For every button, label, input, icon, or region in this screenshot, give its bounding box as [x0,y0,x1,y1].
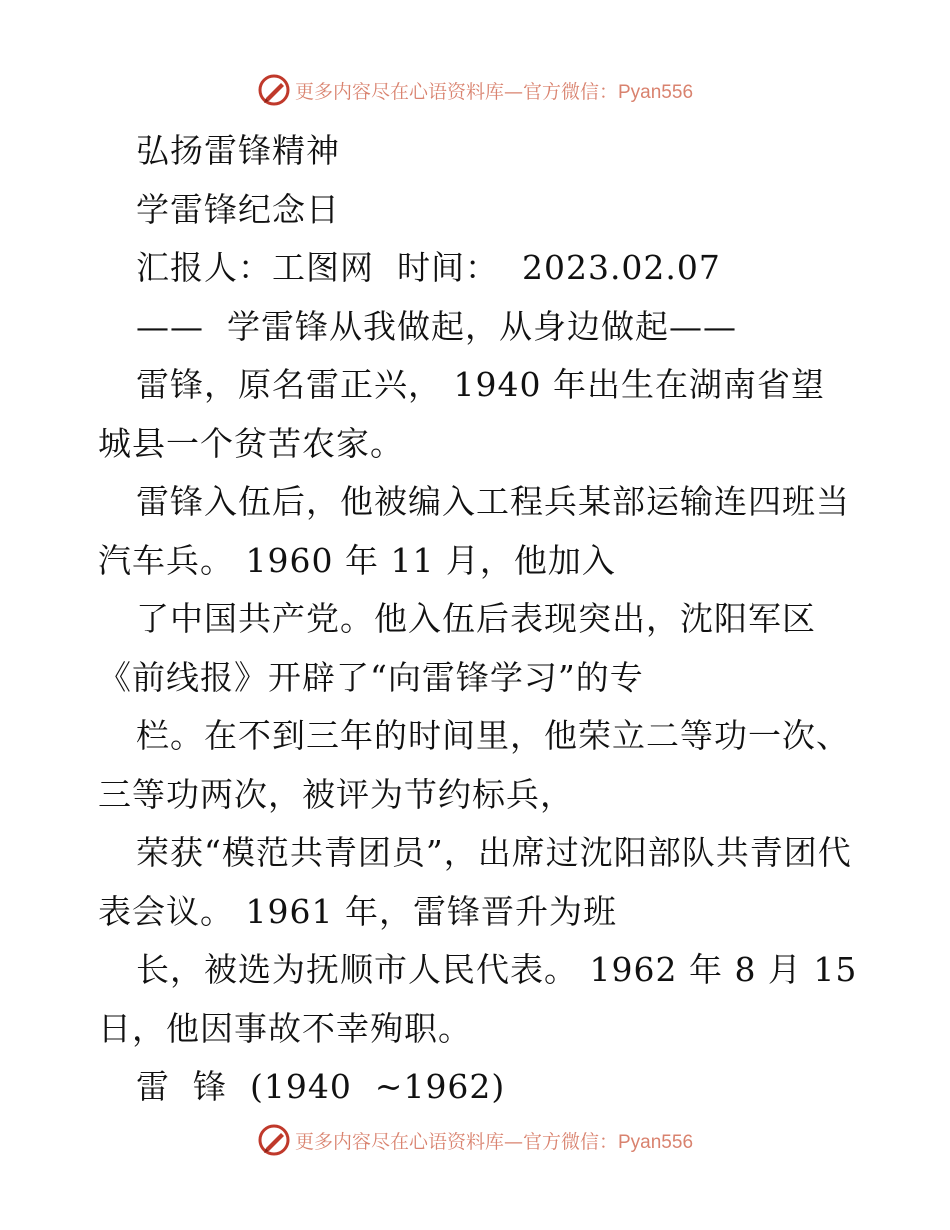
paragraph-death: 长，被选为抚顺市人民代表。 1962 年 8 月 15 日，他因事故不幸殉职。 [98,950,869,1048]
pen-logo-icon [257,73,291,107]
watermark-text: 更多内容尽在心语资料库—官方微信：Pyan556 [294,1130,694,1153]
paragraph-merits: 栏。在不到三年的时间里，他荣立二等功一次、三等功两次，被评为节约标兵， [98,716,850,814]
paragraph-birth: 雷锋，原名雷正兴， 1940 年出生在湖南省望城县一个贫苦农家。 [98,365,825,463]
title-line: 弘扬雷锋精神 [136,131,340,170]
document-body [98,122,869,1117]
reporter-line: 汇报人：工图网 时间： 2023.02.07 [136,248,721,287]
pen-logo-icon [257,1123,291,1157]
slogan-line: —— 学雷锋从我做起，从身边做起—— [136,306,737,346]
watermark-banner-bottom [0,1120,950,1160]
paragraph-honors: 荣获“模范共青团员”，出席过沈阳部队共青团代表会议。 1961 年，雷锋晋升为班 [98,833,852,931]
lifespan-line: 雷 锋 (1940 ~1962) [136,1067,506,1106]
watermark-text: 更多内容尽在心语资料库—官方微信：Pyan556 [294,80,694,103]
paragraph-enlist: 雷锋入伍后，他被编入工程兵某部运输连四班当汽车兵。 1960 年 11 月，他加入 [98,482,850,580]
subtitle-line: 学雷锋纪念日 [136,189,340,229]
paragraph-party: 了中国共产党。他入伍后表现突出，沈阳军区《前线报》开辟了“向雷锋学习”的专 [98,599,816,697]
watermark-banner-top [0,70,950,110]
